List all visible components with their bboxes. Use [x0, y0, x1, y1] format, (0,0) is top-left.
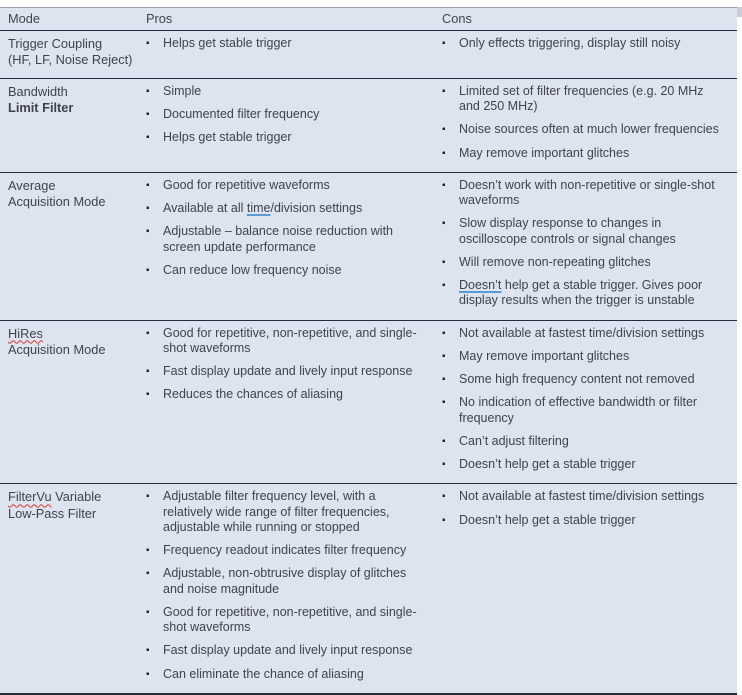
grammar-text-segment: time: [246, 201, 271, 216]
cons-item: [442, 36, 733, 51]
pros-item: [146, 84, 429, 99]
table-row: [0, 321, 737, 485]
mode-name-line: [8, 194, 133, 210]
mode-name-line: [8, 326, 133, 342]
item-text: [163, 387, 429, 402]
pros-cell: [137, 79, 433, 172]
spell-text-segment: FilterVu: [8, 489, 52, 505]
column-header-mode: Mode: [8, 11, 41, 26]
text-segment: Doesn’t work with non-repetitive or single-shot waveforms: [459, 177, 715, 208]
item-text: [459, 395, 733, 426]
item-text: [163, 130, 429, 145]
square-bullet-icon: ▪: [146, 545, 150, 557]
window-edge-artifact: [737, 7, 742, 17]
cons-item: [442, 326, 733, 341]
item-text: [163, 201, 429, 216]
text-segment: Can’t adjust filtering: [459, 433, 569, 448]
text-segment: Slow display response to changes in oscilloscope controls or signal changes: [459, 216, 676, 246]
grammar-text-segment: Doesn’t: [459, 278, 502, 293]
table-body: [0, 31, 737, 693]
pros-item: [146, 643, 429, 658]
square-bullet-icon: ▪: [146, 203, 150, 215]
cons-cell: [433, 173, 737, 320]
text-segment: Good for repetitive, non-repetitive, and single-shot waveforms: [163, 325, 417, 355]
text-segment: Available at all: [163, 201, 247, 216]
square-bullet-icon: ▪: [146, 132, 150, 144]
square-bullet-icon: ▪: [442, 350, 446, 362]
text-segment: Acquisition Mode: [8, 342, 106, 358]
square-bullet-icon: ▪: [146, 85, 150, 97]
mode-cell: [0, 484, 137, 693]
item-text: [459, 36, 733, 51]
square-bullet-icon: ▪: [442, 218, 446, 230]
table-row: [0, 484, 737, 693]
pros-item: [146, 130, 429, 145]
text-segment: Good for repetitive, non-repetitive, and single-shot waveforms: [163, 604, 417, 635]
text-segment: Doesn’t help get a stable trigger: [459, 512, 636, 527]
mode-name-line: [8, 100, 133, 116]
mode-name-line: [8, 342, 133, 358]
pros-item: [146, 178, 429, 193]
pros-item: [146, 387, 429, 402]
text-segment: Low-Pass Filter: [8, 505, 97, 521]
mode-cell: [0, 321, 137, 484]
square-bullet-icon: ▪: [146, 668, 150, 680]
item-text: [459, 513, 733, 528]
text-segment: Fast display update and lively input response: [163, 364, 413, 379]
item-text: [163, 84, 429, 99]
pros-cell: [137, 31, 433, 78]
item-text: [459, 216, 733, 247]
item-text: [163, 605, 429, 636]
text-segment: Helps get stable trigger: [163, 130, 292, 145]
cons-item: [442, 513, 733, 528]
cons-item: [442, 489, 733, 504]
pros-item: [146, 543, 429, 558]
item-text: [163, 489, 429, 535]
item-text: [459, 457, 733, 472]
pros-item: [146, 667, 429, 682]
mode-name-line: [8, 178, 133, 194]
mode-cell: [0, 173, 137, 320]
column-header-cons: Cons: [442, 11, 472, 26]
item-text: [459, 489, 733, 504]
square-bullet-icon: ▪: [442, 124, 446, 136]
item-text: [459, 178, 733, 209]
text-segment: Average: [8, 177, 56, 193]
text-segment: Some high frequency content not removed: [459, 372, 695, 387]
square-bullet-icon: ▪: [146, 491, 150, 503]
item-text: [459, 326, 733, 341]
text-segment: Limited set of filter frequencies (e.g. 20 MHz and 250 MHz): [459, 83, 704, 114]
item-text: [459, 434, 733, 449]
column-header-pros: Pros: [146, 11, 173, 26]
pros-cell: [137, 484, 433, 693]
item-text: [163, 36, 429, 51]
text-segment: May remove important glitches: [459, 348, 630, 363]
pros-item: [146, 224, 429, 255]
cons-item: [442, 216, 733, 247]
item-text: [163, 178, 429, 193]
square-bullet-icon: ▪: [442, 85, 446, 97]
square-bullet-icon: ▪: [442, 491, 446, 503]
text-segment: Acquisition Mode: [8, 194, 106, 210]
square-bullet-icon: ▪: [146, 568, 150, 580]
text-segment: Reduces the chances of aliasing: [163, 387, 343, 402]
pros-item: [146, 364, 429, 379]
table-row: [0, 31, 737, 79]
square-bullet-icon: ▪: [146, 226, 150, 238]
square-bullet-icon: ▪: [146, 37, 150, 49]
pros-item: [146, 263, 429, 278]
cons-cell: [433, 321, 737, 484]
text-segment: Frequency readout indicates filter frequency: [163, 543, 407, 558]
item-text: [459, 146, 733, 161]
text-segment: Helps get stable trigger: [163, 35, 292, 50]
square-bullet-icon: ▪: [146, 645, 150, 657]
item-text: [163, 364, 429, 379]
text-segment: May remove important glitches: [459, 145, 630, 160]
mode-cell: [0, 79, 137, 172]
cons-item: [442, 122, 733, 137]
cons-item: [442, 372, 733, 387]
pros-item: [146, 201, 429, 216]
cons-item: [442, 146, 733, 161]
text-segment: (HF, LF, Noise Reject): [8, 52, 133, 68]
table-row: [0, 79, 737, 173]
square-bullet-icon: ▪: [146, 109, 150, 121]
mode-name-line: [8, 506, 133, 522]
cons-cell: [433, 31, 737, 78]
item-text: [163, 667, 429, 682]
square-bullet-icon: ▪: [442, 147, 446, 159]
cons-item: [442, 278, 733, 309]
text-segment: Can eliminate the chance of aliasing: [163, 666, 364, 681]
text-segment: Adjustable filter frequency level, with a relatively wide range of filter frequencies, adjustable while running or stopped: [163, 489, 390, 534]
mode-name-line: [8, 52, 133, 68]
item-text: [459, 84, 733, 115]
comparison-table: [0, 7, 737, 695]
pros-item: [146, 566, 429, 597]
text-segment: Can reduce low frequency noise: [163, 262, 342, 277]
cons-item: [442, 84, 733, 115]
cons-item: [442, 434, 733, 449]
cons-cell: [433, 484, 737, 693]
item-text: [163, 643, 429, 658]
text-segment: Not available at fastest time/division settings: [459, 325, 705, 340]
square-bullet-icon: ▪: [146, 327, 150, 339]
square-bullet-icon: ▪: [442, 37, 446, 49]
mode-name-line: [8, 36, 133, 52]
pros-item: [146, 326, 429, 357]
text-segment: Only effects triggering, display still noisy: [459, 35, 681, 50]
item-text: [459, 349, 733, 364]
text-segment: Bandwidth: [8, 83, 68, 99]
pros-item: [146, 605, 429, 636]
cons-item: [442, 457, 733, 472]
text-segment: Trigger Coupling: [8, 35, 103, 51]
square-bullet-icon: ▪: [442, 459, 446, 471]
square-bullet-icon: ▪: [442, 256, 446, 268]
pros-cell: [137, 173, 433, 320]
table-header-row: [0, 8, 737, 31]
pros-item: [146, 36, 429, 51]
text-segment: Adjustable, non-obtrusive display of glitches and noise magnitude: [163, 566, 407, 596]
mode-name-line: [8, 84, 133, 100]
item-text: [459, 122, 733, 137]
cons-item: [442, 178, 733, 209]
item-text: [163, 543, 429, 558]
cons-item: [442, 349, 733, 364]
item-text: [163, 263, 429, 278]
text-segment: Simple: [163, 83, 202, 98]
item-text: [459, 278, 733, 309]
square-bullet-icon: ▪: [442, 514, 446, 526]
bold-text-segment: Limit Filter: [8, 100, 74, 116]
item-text: [459, 255, 733, 270]
text-segment: Not available at fastest time/division settings: [459, 489, 705, 504]
square-bullet-icon: ▪: [442, 327, 446, 339]
text-segment: Noise sources often at much lower frequencies: [459, 122, 719, 137]
text-segment: Variable: [51, 489, 102, 505]
pros-item: [146, 489, 429, 535]
square-bullet-icon: ▪: [146, 264, 150, 276]
square-bullet-icon: ▪: [442, 435, 446, 447]
table-row: [0, 173, 737, 321]
cons-cell: [433, 79, 737, 172]
square-bullet-icon: ▪: [146, 179, 150, 191]
square-bullet-icon: ▪: [146, 606, 150, 618]
mode-name-line: [8, 489, 133, 505]
square-bullet-icon: ▪: [442, 179, 446, 191]
text-segment: Good for repetitive waveforms: [163, 177, 330, 192]
cons-item: [442, 255, 733, 270]
text-segment: Documented filter frequency: [163, 107, 320, 122]
item-text: [163, 326, 429, 357]
square-bullet-icon: ▪: [442, 374, 446, 386]
text-segment: No indication of effective bandwidth or filter frequency: [459, 395, 698, 425]
item-text: [459, 372, 733, 387]
text-segment: /division settings: [270, 201, 363, 216]
square-bullet-icon: ▪: [442, 280, 446, 292]
cons-item: [442, 395, 733, 426]
text-segment: Fast display update and lively input response: [163, 643, 413, 658]
item-text: [163, 566, 429, 597]
text-segment: Adjustable – balance noise reduction with screen update performance: [163, 224, 394, 254]
text-segment: help get a stable trigger. Gives poor display results when the trigger is unstable: [459, 278, 703, 308]
item-text: [163, 224, 429, 255]
item-text: [163, 107, 429, 122]
square-bullet-icon: ▪: [442, 397, 446, 409]
text-segment: Doesn’t help get a stable trigger: [459, 457, 636, 472]
mode-cell: [0, 31, 137, 78]
text-segment: Will remove non-repeating glitches: [459, 254, 651, 269]
pros-cell: [137, 321, 433, 484]
square-bullet-icon: ▪: [146, 366, 150, 378]
square-bullet-icon: ▪: [146, 389, 150, 401]
spell-text-segment: HiRes: [8, 325, 43, 341]
pros-item: [146, 107, 429, 122]
